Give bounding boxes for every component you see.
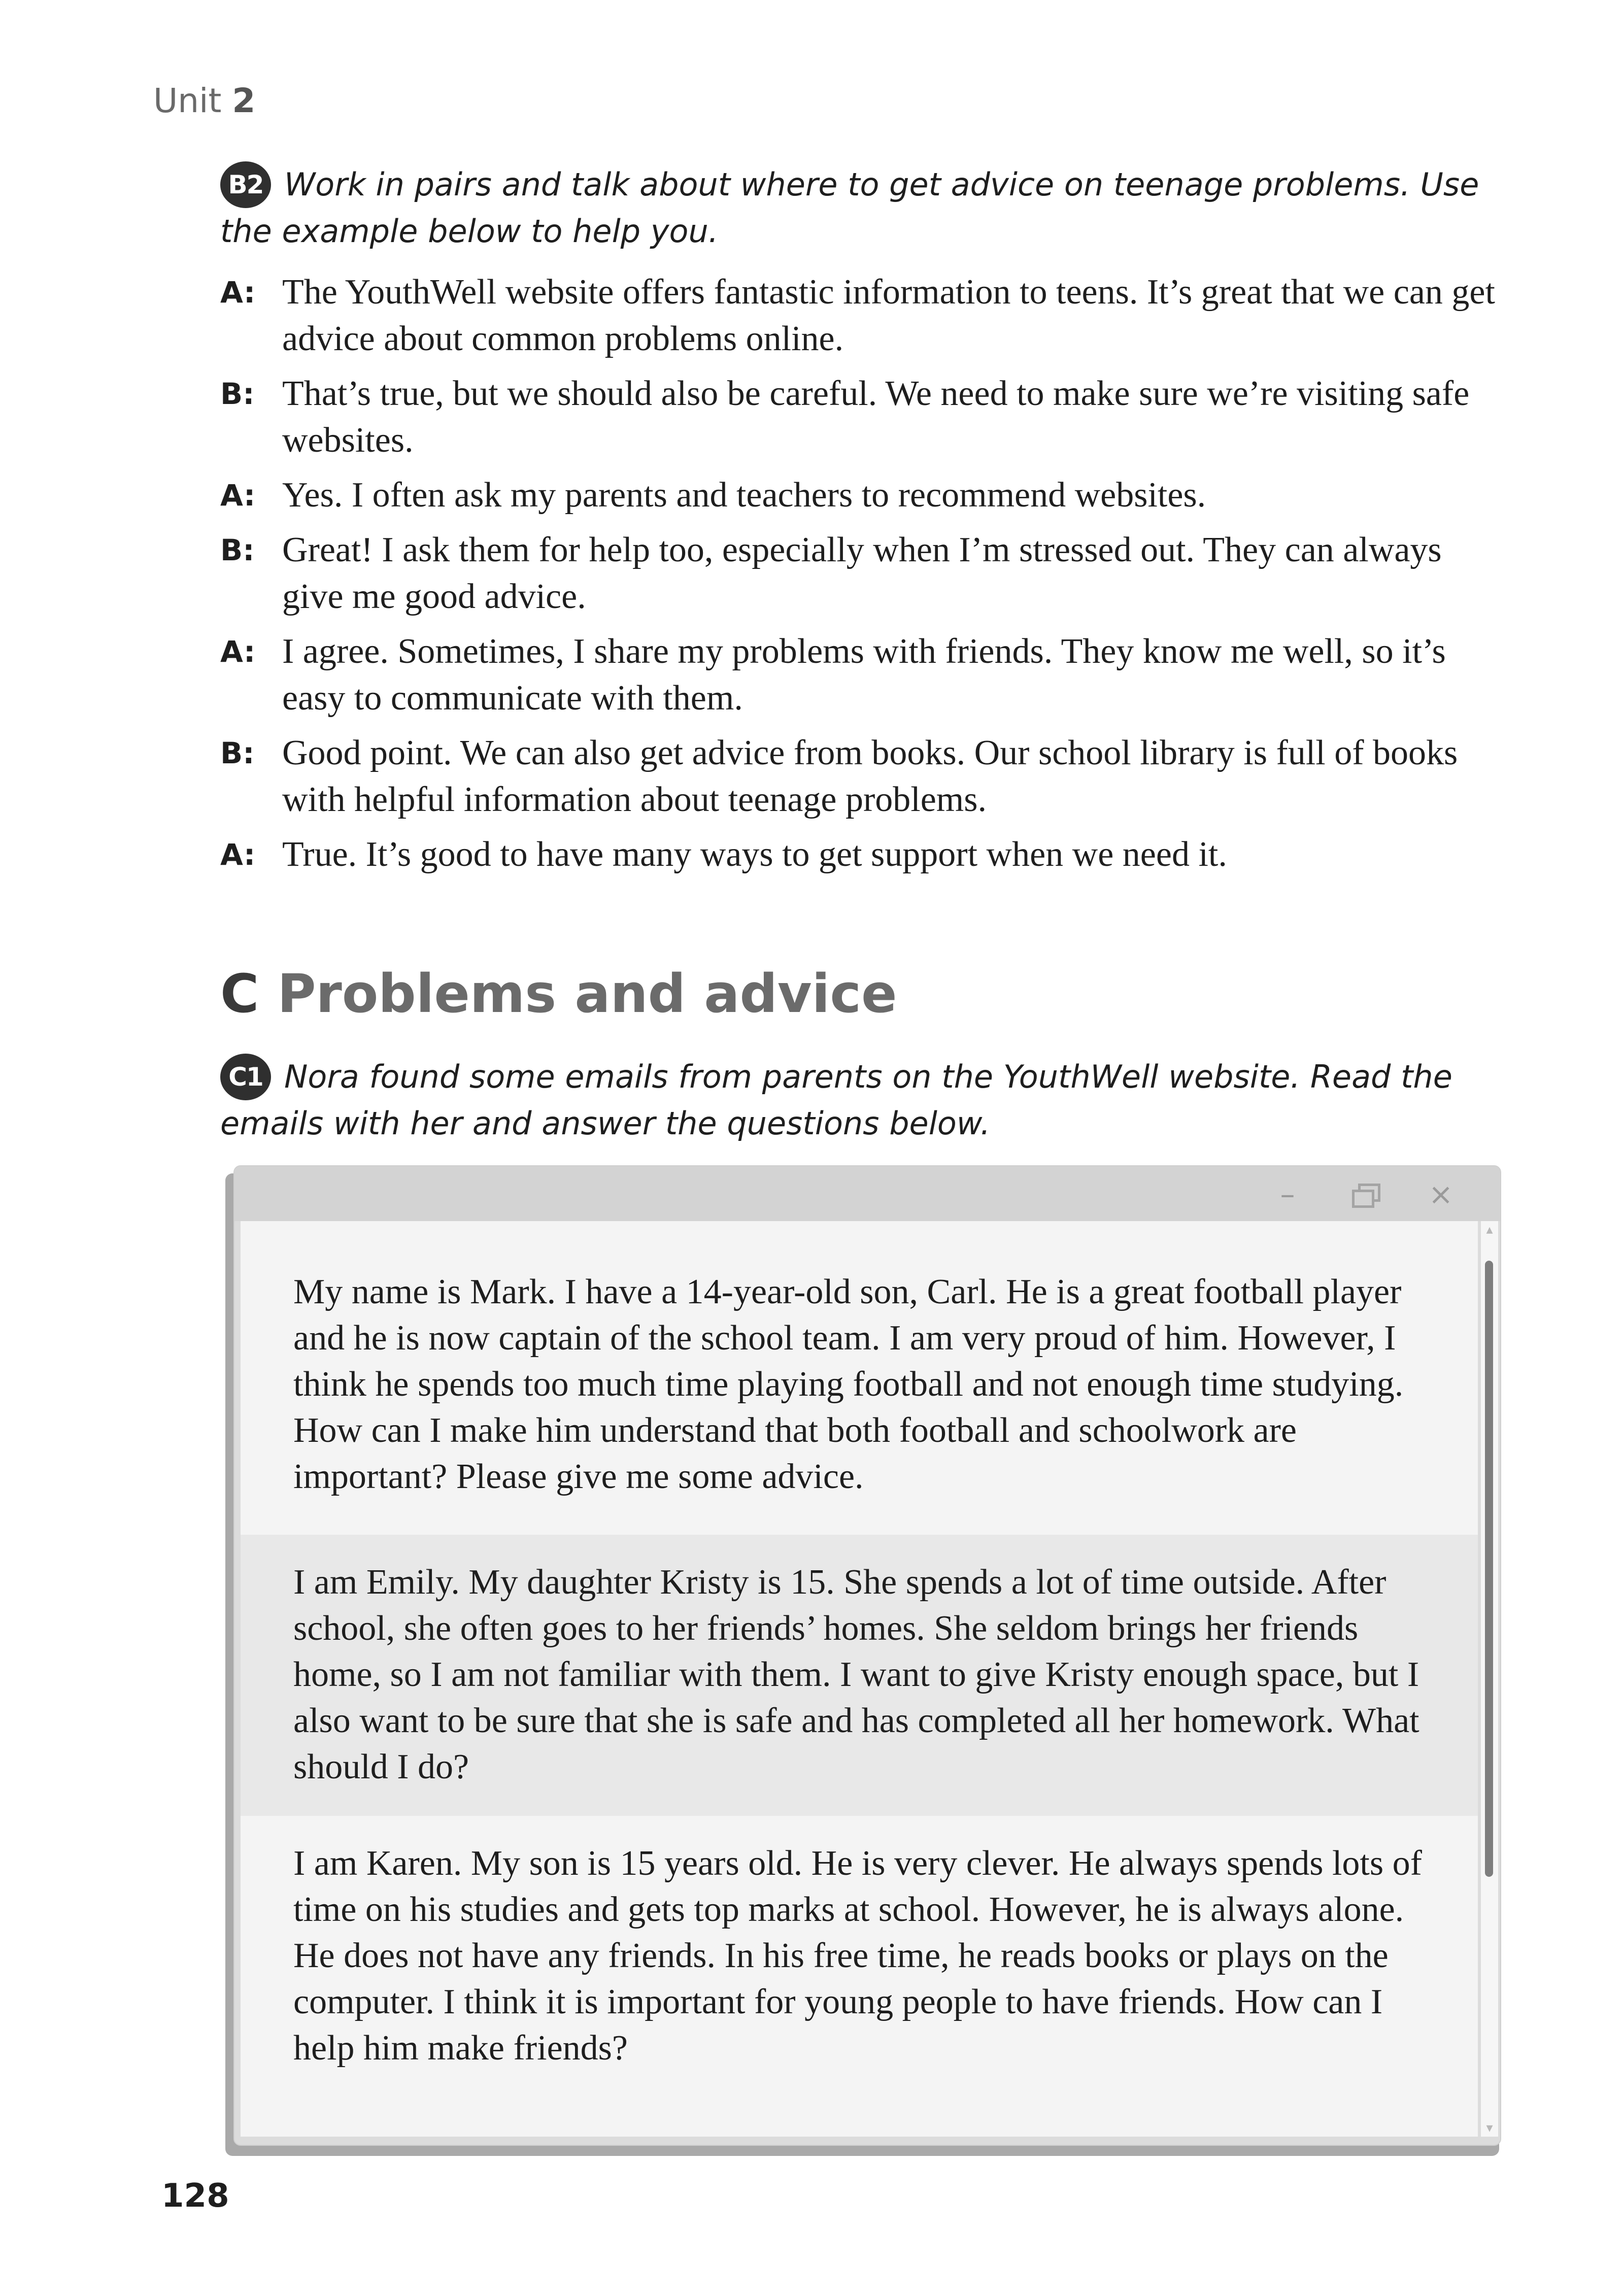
task-badge-b2: B2 xyxy=(220,161,271,208)
minimize-button[interactable] xyxy=(1270,1177,1305,1211)
unit-header xyxy=(153,81,255,120)
email-message xyxy=(241,1816,1478,2137)
restore-button[interactable] xyxy=(1345,1177,1380,1211)
scrollbar-thumb[interactable] xyxy=(1485,1261,1493,1877)
dialogue-line xyxy=(220,831,1509,878)
email-text: I am Karen. My son is 15 years old. He is very clever. He always spends lots of time on his studies and gets top marks at school. However, he is always alone. He does not have any friends. In his free time, he reads books or plays on the computer. I think it is important for young people to have friends. How can I help him make friends? xyxy=(293,1844,1422,2068)
speaker-label: A: xyxy=(220,478,256,513)
dialogue-text: Yes. I often ask my parents and teachers to recommend websites. xyxy=(282,476,1206,515)
task-badge-c1: C1 xyxy=(220,1054,271,1100)
speaker-label: B: xyxy=(220,736,255,770)
speaker-label: B: xyxy=(220,377,255,411)
section-heading xyxy=(220,958,897,1029)
dialogue-line xyxy=(220,370,1509,464)
task-b2-instruction xyxy=(220,161,1499,255)
vertical-scrollbar[interactable] xyxy=(1481,1221,1498,2137)
dialogue-text: I agree. Sometimes, I share my problems with friends. They know me well, so it’s easy to communicate with them. xyxy=(282,632,1446,718)
dialogue-text: Great! I ask them for help too, especially when I’m stressed out. They can always give me good advice. xyxy=(282,530,1442,616)
dialogue-line xyxy=(220,472,1509,519)
scroll-up-arrow-icon[interactable]: ▴ xyxy=(1486,1222,1493,1237)
dialogue xyxy=(220,269,1509,886)
dialogue-line xyxy=(220,527,1509,620)
section-letter: C xyxy=(220,963,259,1025)
close-icon: × xyxy=(1428,1177,1453,1211)
scroll-down-arrow-icon[interactable]: ▾ xyxy=(1486,2120,1493,2136)
unit-label: Unit xyxy=(153,81,222,120)
speaker-label: B: xyxy=(220,533,255,567)
dialogue-text: Good point. We can also get advice from books. Our school library is full of books with helpful information about teenage problems. xyxy=(282,733,1458,819)
section-title: Problems and advice xyxy=(277,963,897,1025)
task-c1-instruction xyxy=(220,1054,1499,1147)
close-button[interactable] xyxy=(1423,1177,1459,1211)
dialogue-text: True. It’s good to have many ways to get support when we need it. xyxy=(282,835,1227,874)
speaker-label: A: xyxy=(220,837,256,872)
email-message xyxy=(241,1221,1478,1535)
dialogue-line xyxy=(220,269,1509,362)
speaker-label: A: xyxy=(220,634,256,669)
speaker-label: A: xyxy=(220,275,256,310)
page-number: 128 xyxy=(161,2177,229,2215)
unit-number: 2 xyxy=(232,81,256,120)
task-b2-text: Work in pairs and talk about where to get advice on teenage problems. Use the example below to help you. xyxy=(220,166,1479,250)
email-text: My name is Mark. I have a 14-year-old son, Carl. He is a great football player and he is now captain of the school team. I am very proud of him. However, I think he spends too much time playing football and not enough time studying. How can I make him understand that both football and schoolwork are important? Please give me some advice. xyxy=(293,1272,1404,1496)
dialogue-line xyxy=(220,730,1509,823)
window-titlebar[interactable] xyxy=(234,1166,1500,1221)
email-list[interactable] xyxy=(241,1221,1478,2137)
dialogue-line xyxy=(220,628,1509,722)
email-window xyxy=(233,1165,1501,2146)
dialogue-text: That’s true, but we should also be careful. We need to make sure we’re visiting safe websites. xyxy=(282,374,1470,460)
minimize-icon: – xyxy=(1280,1177,1295,1211)
email-message xyxy=(241,1535,1478,1816)
email-text: I am Emily. My daughter Kristy is 15. She spends a lot of time outside. After school, she often goes to her friends’ homes. She seldom brings her friends home, so I am not familiar with them. I want to give Kristy enough space, but I also want to be sure that she is safe and has completed all her homework. What should I do? xyxy=(293,1563,1419,1786)
dialogue-text: The YouthWell website offers fantastic information to teens. It’s great that we can get advice about common problems online. xyxy=(282,273,1495,358)
task-c1-text: Nora found some emails from parents on the YouthWell website. Read the emails with her and answer the questions below. xyxy=(220,1058,1452,1142)
